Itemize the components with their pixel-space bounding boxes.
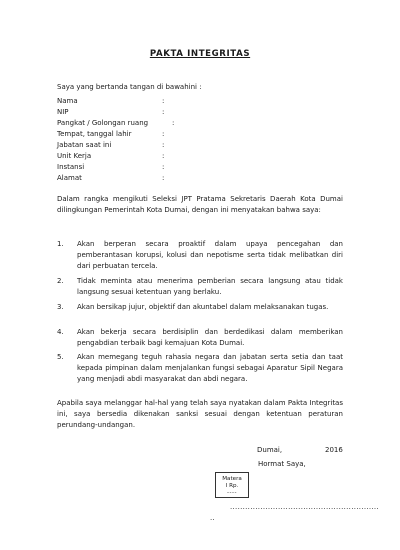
item-number: 5. (57, 353, 64, 361)
field-label-jabatan: Jabatan saat ini (57, 141, 112, 149)
signature-line: ........................................................... (230, 503, 379, 511)
closing-salutation: Hormat Saya, (258, 460, 306, 468)
document-title-text: PAKTA INTEGRITAS (149, 49, 251, 59)
stamp-line: ---- (226, 490, 238, 496)
materai-stamp-box (215, 472, 249, 498)
field-label-unit-kerja: Unit Kerja (57, 152, 92, 160)
item-text: Tidak meminta atau menerima pemberian secara langsung atau tidak langsung sesuai ketentuan yang berlaku. (77, 277, 343, 296)
field-colon: : (162, 108, 165, 116)
item-number: 3. (57, 303, 64, 311)
field-colon: : (162, 163, 165, 171)
field-colon: : (162, 97, 165, 105)
year-label: 2016 (325, 446, 343, 454)
item-text: Akan bersikap jujur, objektif dan akuntabel dalam melaksanakan tugas. (77, 303, 329, 311)
statement-item (57, 276, 343, 298)
field-colon: : (162, 130, 165, 138)
field-label-pangkat: Pangkat / Golongan ruang (57, 119, 149, 127)
statement-paragraph: Dalam rangka mengikuti Seleksi JPT Pratama Sekretaris Daerah Kota Dumai dilingkungan Pemerintah Kota Dumai, dengan ini menyatakan bahwa saya: (57, 195, 343, 214)
field-colon: : (162, 174, 165, 182)
field-label-alamat: Alamat (57, 174, 82, 182)
field-label-nip: NIP (57, 108, 69, 116)
statement-item (57, 302, 343, 313)
item-number: 4. (57, 328, 64, 336)
statement-item (57, 327, 343, 349)
place-label: Dumai, (257, 446, 283, 454)
field-label-nama: Nama (57, 97, 78, 105)
field-colon: : (172, 119, 175, 127)
item-text: Akan memegang teguh rahasia negara dan jabatan serta setia dan taat kepada pimpinan dalam menjalankan fungsi sebagai Aparatur Sipil Negara yang menjadi abdi masyarakat dan abdi negara. (77, 353, 343, 383)
intro-text: Saya yang bertanda tangan di bawahini : (57, 83, 202, 91)
field-colon: : (162, 141, 165, 149)
field-colon: : (162, 152, 165, 160)
field-label-instansi: Instansi (57, 163, 85, 171)
statement-item (57, 352, 343, 385)
item-text: Akan berperan secara proaktif dalam upaya pencegahan dan pemberantasan korupsi, kolusi dan nepotisme serta tidak melibatkan diri dari perbuatan tercela. (77, 240, 343, 270)
item-number: 1. (57, 240, 64, 248)
item-text: Akan bekerja secara berdisiplin dan berdedikasi dalam memberikan pengabdian terbaik bagi kemajuan Kota Dumai. (77, 328, 343, 347)
field-label-tempat-lahir: Tempat, tanggal lahir (57, 130, 132, 138)
closing-paragraph: Apabila saya melanggar hal-hal yang telah saya nyatakan dalam Pakta Integritas ini, saya bersedia dikenakan sanksi sesuai dengan ketentuan peraturan perundang-undangan. (57, 399, 343, 429)
item-number: 2. (57, 277, 64, 285)
signature-line-end: .. (210, 514, 215, 522)
stamp-line: I Rp. (225, 483, 239, 489)
document-title (0, 49, 400, 59)
statement-item (57, 239, 343, 272)
stamp-line: Matera (222, 476, 242, 482)
